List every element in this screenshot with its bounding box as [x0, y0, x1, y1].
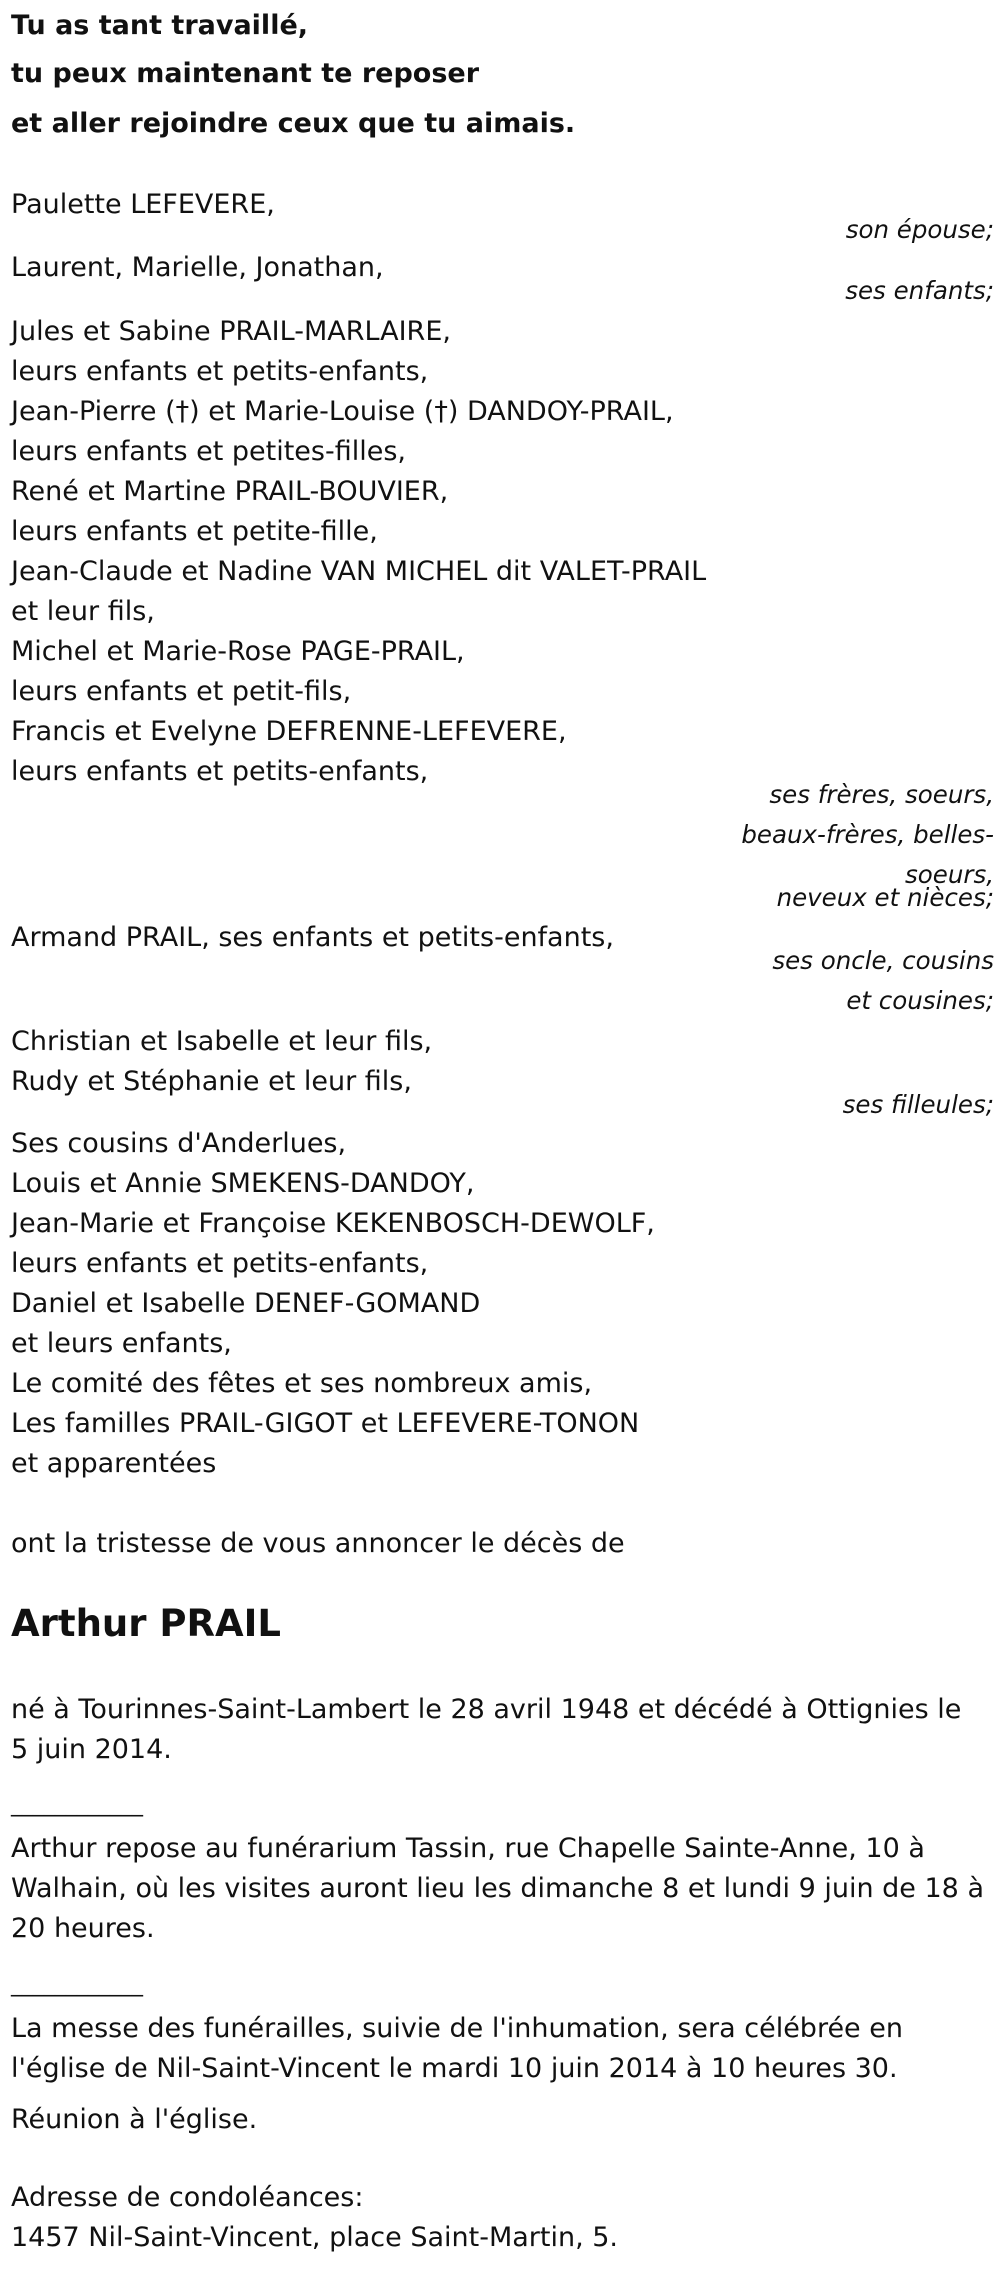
- announcement-text: ont la tristesse de vous annoncer le décès de: [11, 1528, 625, 1559]
- others-line: et apparentées: [11, 1448, 217, 1479]
- visitation-text: Arthur repose au funérarium Tassin, rue Chapelle Sainte-Anne, 10 à Walhain, où les visites auront lieu les dimanche 8 et lundi 9 juin de 18 à 20 heures.: [11, 1833, 984, 1944]
- uncle-relation-line: et cousines;: [846, 986, 994, 1015]
- others-line: Le comité des fêtes et ses nombreux amis,: [11, 1368, 593, 1399]
- others-line: Ses cousins d'Anderlues,: [11, 1128, 347, 1159]
- family-line: leurs enfants et petites-filles,: [11, 436, 406, 467]
- epitaph-line: et aller rejoindre ceux que tu aimais.: [11, 108, 576, 139]
- siblings-relation-line: ses frères, soeurs,: [769, 780, 994, 809]
- epitaph-line: Tu as tant travaillé,: [11, 10, 309, 41]
- others-line: leurs enfants et petits-enfants,: [11, 1248, 429, 1279]
- condolences-address: 1457 Nil-Saint-Vincent, place Saint-Martin, 5.: [11, 2222, 619, 2253]
- family-line: et leur fils,: [11, 596, 155, 627]
- others-line: Daniel et Isabelle DENEF-GOMAND: [11, 1288, 481, 1319]
- epitaph-line: tu peux maintenant te reposer: [11, 58, 480, 89]
- family-line: Jean-Pierre (†) et Marie-Louise (†) DANDOY-PRAIL,: [11, 396, 674, 427]
- separator: ____________: [11, 1972, 143, 1997]
- deceased-name: Arthur PRAIL: [11, 1602, 281, 1645]
- family-line: leurs enfants et petite-fille,: [11, 516, 378, 547]
- siblings-relation-line: beaux-frères, belles-: [741, 820, 994, 849]
- family-line: leurs enfants et petits-enfants,: [11, 356, 429, 387]
- spouse-relation: son épouse;: [845, 215, 994, 244]
- godchildren-relation: ses filleules;: [842, 1090, 994, 1119]
- others-line: Les familles PRAIL-GIGOT et LEFEVERE-TONON: [11, 1408, 640, 1439]
- children-relation: ses enfants;: [845, 276, 994, 305]
- siblings-relation-line: neveux et nièces;: [776, 883, 994, 912]
- funeral-text: La messe des funérailles, suivie de l'inhumation, sera célébrée en l'église de Nil-Saint-Vincent le mardi 10 juin 2014 à 10 heures 30.: [11, 2013, 903, 2084]
- family-line: Jules et Sabine PRAIL-MARLAIRE,: [11, 316, 451, 347]
- birth-death-text: né à Tourinnes-Saint-Lambert le 28 avril 1948 et décédé à Ottignies le 5 juin 2014.: [11, 1694, 962, 1765]
- others-line: Jean-Marie et Françoise KEKENBOSCH-DEWOLF,: [11, 1208, 655, 1239]
- others-line: Louis et Annie SMEKENS-DANDOY,: [11, 1168, 475, 1199]
- family-line: leurs enfants et petit-fils,: [11, 676, 352, 707]
- siblings-relation-line: soeurs,: [905, 860, 994, 889]
- separator: ____________: [11, 1792, 143, 1817]
- family-line: leurs enfants et petits-enfants,: [11, 756, 429, 787]
- children-names: Laurent, Marielle, Jonathan,: [11, 252, 384, 283]
- family-line: René et Martine PRAIL-BOUVIER,: [11, 476, 449, 507]
- uncle-relation-line: ses oncle, cousins: [772, 946, 994, 975]
- spouse-name: Paulette LEFEVERE,: [11, 189, 275, 220]
- others-line: et leurs enfants,: [11, 1328, 232, 1359]
- godchild-line: Christian et Isabelle et leur fils,: [11, 1026, 433, 1057]
- uncle-line: Armand PRAIL, ses enfants et petits-enfants,: [11, 922, 614, 953]
- meeting-text: Réunion à l'église.: [11, 2104, 258, 2135]
- godchild-line: Rudy et Stéphanie et leur fils,: [11, 1066, 412, 1097]
- family-line: Jean-Claude et Nadine VAN MICHEL dit VALET-PRAIL: [11, 556, 707, 587]
- family-line: Michel et Marie-Rose PAGE-PRAIL,: [11, 636, 465, 667]
- condolences-label: Adresse de condoléances:: [11, 2182, 364, 2213]
- family-line: Francis et Evelyne DEFRENNE-LEFEVERE,: [11, 716, 567, 747]
